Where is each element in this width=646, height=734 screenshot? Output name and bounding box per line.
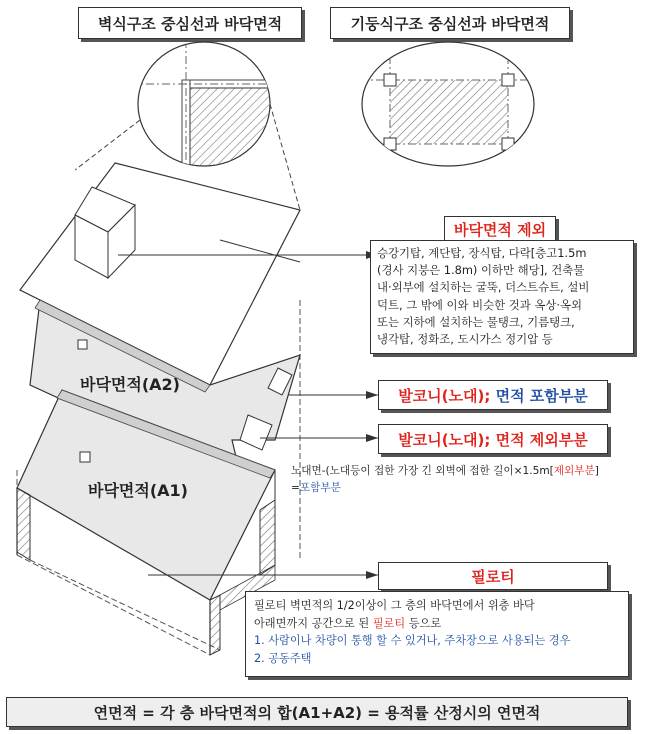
column-structure-text: 기둥식구조 중심선과 바닥면적: [350, 14, 550, 33]
exclusion-line: 승강기탑, 계단탑, 장식탑, 다락[층고1.5m: [377, 246, 587, 260]
exclusion-title-box: [444, 216, 556, 242]
balcony-excluded-label: 발코니(노대); 면적 제외부분: [398, 430, 588, 449]
footer-formula: 연면적 = 각 층 바닥면적의 합(A1+A2) = 용적률 산정시의 연면적: [93, 703, 541, 722]
exclusion-title: 바닥면적 제외: [453, 220, 547, 239]
piloti-line2-end: 등으로: [405, 616, 442, 630]
floor-a2-label: 바닥면적(A2): [80, 375, 180, 394]
column-structure-detail: [360, 40, 540, 170]
balcony-included-blue: 면적 포함부분: [495, 386, 588, 405]
floor-a1-label: 바닥면적(A1): [88, 481, 188, 500]
wall-structure-detail: [130, 40, 282, 180]
balcony-included-box: [378, 380, 608, 410]
piloti-item: 1. 사람이나 차량이 통행 할 수 있거나, 주차장으로 사용되는 경우: [254, 634, 571, 647]
balcony-note-excluded: 제외부분: [553, 465, 595, 477]
piloti-title: 필로티: [471, 567, 515, 586]
exclusion-info-box: [370, 240, 634, 354]
exclusion-line: 또는 지하에 설치하는 물탱크, 기름탱크,: [377, 314, 575, 329]
balcony-note-included: 포함부분: [299, 482, 341, 494]
piloti-lines: [246, 592, 628, 672]
balcony-note-bracket: ]: [594, 465, 599, 477]
balcony-note-equals: =: [291, 482, 300, 494]
footer-formula-box: [6, 697, 628, 727]
balcony-note-line1: [291, 463, 599, 478]
piloti-line2: [254, 615, 620, 633]
piloti-info-box: [245, 591, 629, 677]
exclusion-line: 냉각탑, 정화조, 도시가스 정기압 등: [377, 332, 553, 347]
balcony-excluded-box: [378, 424, 608, 454]
piloti-line1: 필로티 벽면적의 1/2이상이 그 층의 바닥면에서 위층 바닥: [254, 599, 535, 612]
wall-structure-text: 벽식구조 중심선과 바닥면적: [97, 14, 283, 33]
piloti-line2-text: 아래면까지 공간으로 된: [254, 616, 373, 630]
piloti-line2-highlight: 필로티: [372, 616, 406, 630]
piloti-item: 2. 공동주택: [254, 651, 312, 665]
piloti-title-box: [378, 562, 608, 590]
balcony-note-line2: [291, 480, 341, 495]
balcony-note-text: 노대면-(노대등이 접한 가장 긴 외벽에 접한 길이×1.5m[: [291, 465, 554, 477]
exclusion-line: (경사 지붕은 1.8m) 이하만 해당], 건축물: [377, 263, 585, 278]
exclusion-line: 덕트, 그 밖에 이와 비슷한 것과 옥상·옥외: [377, 297, 583, 312]
exclusion-line: 내·외부에 설치하는 굴뚝, 더스트슈트, 설비: [377, 280, 590, 295]
balcony-included-red: 발코니(노대);: [398, 386, 491, 405]
exclusion-lines: [371, 241, 633, 352]
